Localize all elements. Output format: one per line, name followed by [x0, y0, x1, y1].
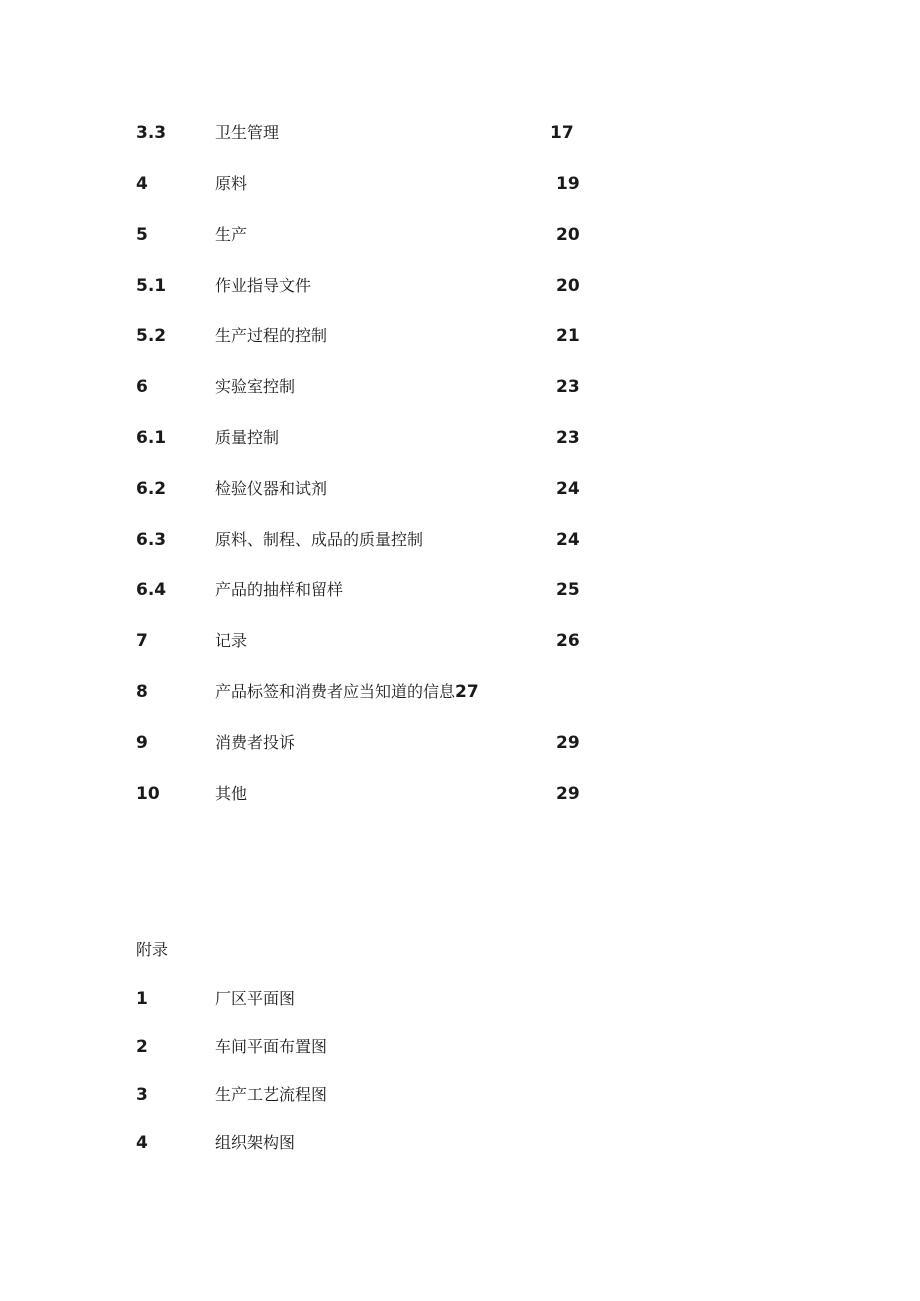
toc-row — [0, 575, 920, 605]
toc-number: 7 — [136, 631, 148, 651]
toc-number: 6 — [136, 377, 148, 397]
appendix-item — [0, 1080, 920, 1110]
appendix-item — [0, 1128, 920, 1158]
toc-page-number: 17 — [550, 123, 574, 143]
toc-number: 9 — [136, 733, 148, 753]
toc-title — [215, 677, 479, 707]
toc-page-number: 29 — [556, 733, 580, 753]
toc-number: 10 — [136, 784, 160, 804]
toc-number: 6.4 — [136, 580, 167, 600]
toc-number: 5.1 — [136, 276, 167, 296]
toc-number: 5.2 — [136, 326, 167, 346]
toc-title: 检验仪器和试剂 — [215, 479, 328, 498]
toc-row — [0, 169, 920, 199]
toc-title: 其他 — [215, 784, 248, 803]
appendix-title: 组织架构图 — [215, 1133, 296, 1152]
toc-title: 生产 — [215, 225, 248, 244]
toc-number: 8 — [136, 682, 148, 702]
appendix-title: 厂区平面图 — [215, 989, 296, 1008]
toc-number: 6.2 — [136, 479, 167, 499]
appendix-title: 生产工艺流程图 — [215, 1085, 328, 1104]
toc-number: 5 — [136, 225, 148, 245]
toc-title: 作业指导文件 — [215, 276, 312, 295]
toc-row — [0, 677, 920, 707]
toc-page-number: 23 — [556, 428, 580, 448]
toc-page-number: 21 — [556, 326, 580, 346]
toc-title: 消费者投诉 — [215, 733, 296, 752]
appendix-number: 2 — [136, 1037, 148, 1057]
toc-title: 生产过程的控制 — [215, 326, 328, 345]
appendix-heading: 附录 — [136, 940, 169, 959]
toc-number: 4 — [136, 174, 148, 194]
toc-row — [0, 423, 920, 453]
toc-page-number: 24 — [556, 479, 580, 499]
toc-row — [0, 525, 920, 555]
toc-row — [0, 626, 920, 656]
toc-page-number: 26 — [556, 631, 580, 651]
toc-number: 3.3 — [136, 123, 167, 143]
toc-page-number: 20 — [556, 276, 580, 296]
toc-title: 卫生管理 — [215, 123, 280, 142]
toc-page-number: 20 — [556, 225, 580, 245]
toc-number: 6.1 — [136, 428, 167, 448]
toc-row — [0, 779, 920, 809]
toc-row — [0, 321, 920, 351]
toc-title: 原料、制程、成品的质量控制 — [215, 530, 424, 549]
toc-page-number: 25 — [556, 580, 580, 600]
appendix-number: 3 — [136, 1085, 148, 1105]
toc-row — [0, 271, 920, 301]
toc-row — [0, 220, 920, 250]
toc-title: 实验室控制 — [215, 377, 296, 396]
toc-row — [0, 474, 920, 504]
toc-title: 产品的抽样和留样 — [215, 580, 344, 599]
toc-page-number: 24 — [556, 530, 580, 550]
toc-row — [0, 728, 920, 758]
toc-title: 原料 — [215, 174, 248, 193]
toc-page-number: 19 — [556, 174, 580, 194]
toc-number: 6.3 — [136, 530, 167, 550]
toc-row — [0, 372, 920, 402]
appendix-title: 车间平面布置图 — [215, 1037, 328, 1056]
toc-title: 质量控制 — [215, 428, 280, 447]
toc-page-number: 29 — [556, 784, 580, 804]
toc-page-number: 27 — [455, 682, 479, 702]
toc-page-number: 23 — [556, 377, 580, 397]
appendix-item — [0, 1032, 920, 1062]
toc-title: 记录 — [215, 631, 248, 650]
appendix-item — [0, 984, 920, 1014]
toc-row — [0, 118, 920, 148]
appendix-number: 4 — [136, 1133, 148, 1153]
appendix-number: 1 — [136, 989, 148, 1009]
toc-title-text: 产品标签和消费者应当知道的信息 — [215, 682, 456, 701]
